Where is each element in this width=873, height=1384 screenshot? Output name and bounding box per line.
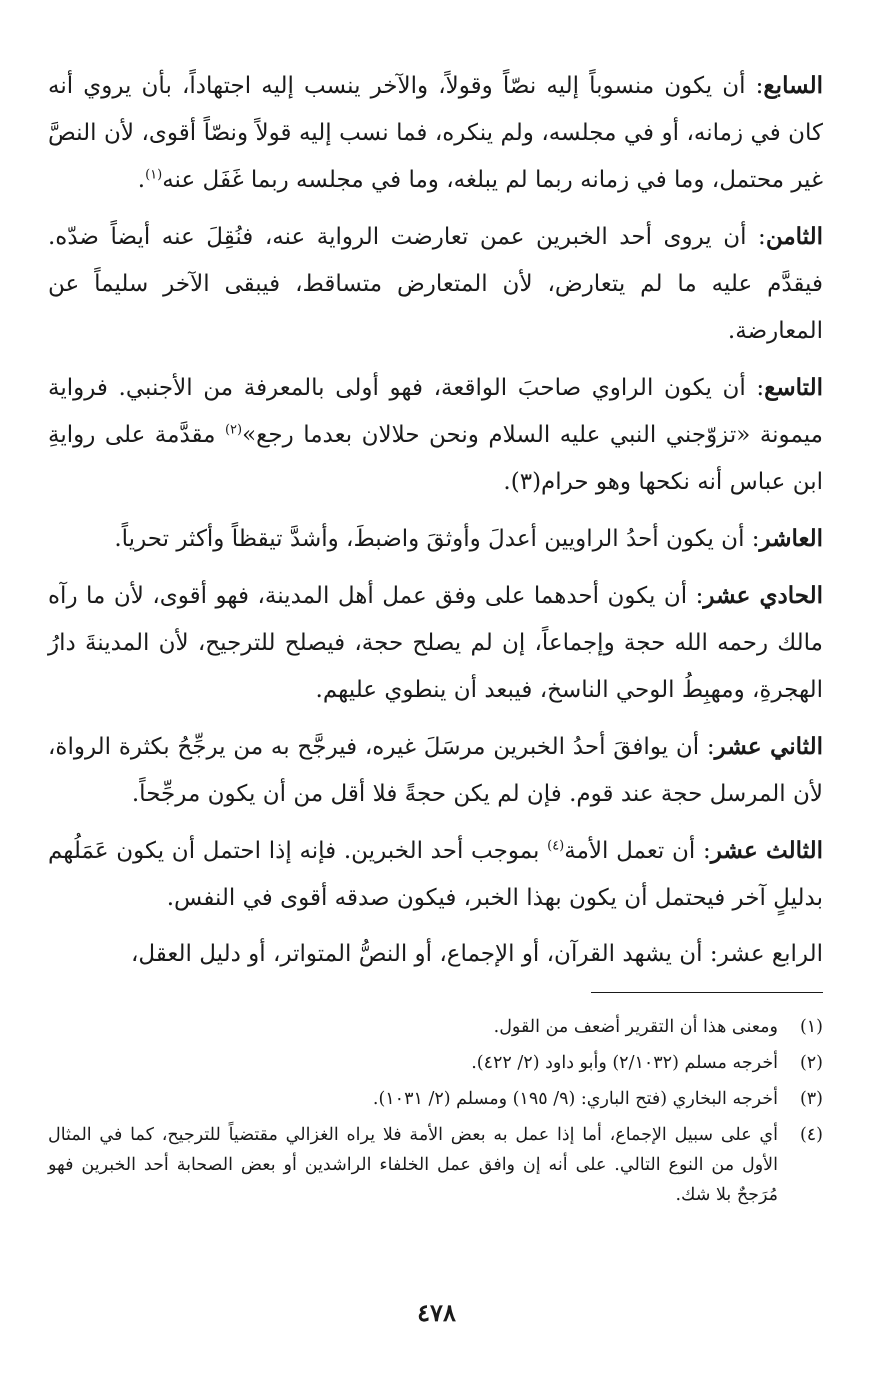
footnote-text: أخرجه البخاري (فتح الباري: (٩/ ١٩٥) ومسلم (٢/ ١٠٣١). <box>372 1089 778 1109</box>
main-text <box>48 62 823 987</box>
footnote <box>48 1084 823 1114</box>
paragraph-fourteenth <box>48 931 823 978</box>
footnote-text: أي على سبيل الإجماع، أما إذا عمل به بعض الأمة فلا يراه الغزالي مقتضياً للترجيح، كما في المثال الأول من النوع التالي. على أنه إن وافق عمل الخلفاء الراشدين أو بعض الصحابة أحد الخبرين فهو مُرَجحٌ بلا شك. <box>48 1125 778 1205</box>
footnote-number: (١) <box>799 1017 823 1037</box>
paragraph-ninth <box>48 364 823 506</box>
paragraph-heading: التاسع <box>764 374 823 401</box>
footnote-number: (٢) <box>799 1053 823 1073</box>
footnote <box>48 1120 823 1210</box>
footnote-ref: (٢) <box>224 422 243 438</box>
paragraph-heading: العاشر <box>759 525 823 552</box>
paragraph-tail: . <box>137 167 146 193</box>
footnote-number: (٤) <box>799 1125 823 1145</box>
footnote-ref: (٤) <box>547 838 565 854</box>
paragraph-tail: بموجب أحد الخبرين. فإنه إذا احتمل أن يكون عَمَلُهم بدليلٍ آخر فيحتمل أن يكون بهذا الخبر، فيكون صدقه أقوى في النفس. <box>48 838 823 911</box>
paragraph-heading: الثامن <box>765 223 823 250</box>
page-number: ٤٧٨ <box>417 1298 456 1327</box>
paragraph-text: : أن يكون منسوباً إليه نصّاً وقولاً، والآخر ينسب إليه اجتهاداً، بأن يروي أنه كان في زمانه، أو في مجلسه، ولم ينكره، فما نسب إليه قولاً ونصّاً أقوى، لأن النصَّ غير محتمل، وما في زمانه ربما لم يبلغه، وما في مجلسه ربما غَفَل عنه <box>48 73 823 193</box>
footnote-divider <box>591 992 823 993</box>
paragraph-eighth <box>48 213 823 355</box>
footnote-number: (٣) <box>799 1089 823 1109</box>
footnote <box>48 1012 823 1042</box>
footnote-text: أخرجه مسلم (٢/١٠٣٢) وأبو داود (٢/ ٤٢٢). <box>471 1053 778 1073</box>
footnotes <box>48 1012 823 1216</box>
paragraph-tenth <box>48 515 823 563</box>
paragraph-heading: الثاني عشر <box>714 733 823 760</box>
paragraph-eleventh <box>48 572 823 714</box>
paragraph-twelfth <box>48 723 823 818</box>
paragraph-text: : أن يكون أحدُ الراويين أعدلَ وأوثقَ واضبطَ، وأشدَّ تيقظاً وأكثر تحرياً. <box>114 526 760 552</box>
paragraph-text: : أن يشهد القرآن، أو الإجماع، أو النصُّ المتواتر، أو دليل العقل، <box>130 941 718 967</box>
paragraph-text: : أن يكون الراوي صاحبَ الواقعة، فهو أولى بالمعرفة من الأجنبي. فرواية ميمونة «تزوّجني النبي عليه السلام ونحن حلالان بعدما رجع» <box>48 375 823 448</box>
footnote <box>48 1048 823 1078</box>
paragraph-heading: الحادي عشر <box>703 582 823 609</box>
footnote-text: ومعنى هذا أن التقرير أضعف من القول. <box>493 1017 778 1037</box>
paragraph-thirteenth <box>48 827 823 922</box>
paragraph-seventh <box>48 62 823 204</box>
paragraph-text: : أن يروى أحد الخبرين عمن تعارضت الرواية عنه، فنُقِلَ عنه أيضاً ضدّه. فيقدَّم عليه ما لم يتعارض، لأن المتعارض متساقط، فيبقى الآخر سليماً عن المعارضة. <box>48 224 823 344</box>
paragraph-text: : أن تعمل الأمة <box>564 838 711 864</box>
paragraph-text: : أن يكون أحدهما على وفق عمل أهل المدينة، فهو أقوى، لأن ما رآه مالك رحمه الله حجة وإجماعاً، إن لم يصلح حجة، فيصلح للترجيح، لأن المدينةَ دارُ الهجرةِ، ومهبِطُ الوحي الناسخ، فيبعد أن ينطوي عليهم. <box>48 583 823 703</box>
paragraph-heading: السابع <box>763 72 823 99</box>
paragraph-text: : أن يوافقَ أحدُ الخبرين مرسَلَ غيره، فيرجَّح به من يرجِّحُ بكثرة الرواة، لأن المرسل حجة عند قوم. فإن لم يكن حجةً فلا أقل من أن يكون مرجِّحاً. <box>48 734 823 807</box>
paragraph-heading: الرابع عشر <box>717 941 823 967</box>
paragraph-heading: الثالث عشر <box>710 837 823 864</box>
footnote-ref: (١) <box>145 167 163 183</box>
paragraph-tail: مقدَّمة على روايةِ ابن عباس أنه نكحها وهو حرام(٣). <box>48 422 823 495</box>
